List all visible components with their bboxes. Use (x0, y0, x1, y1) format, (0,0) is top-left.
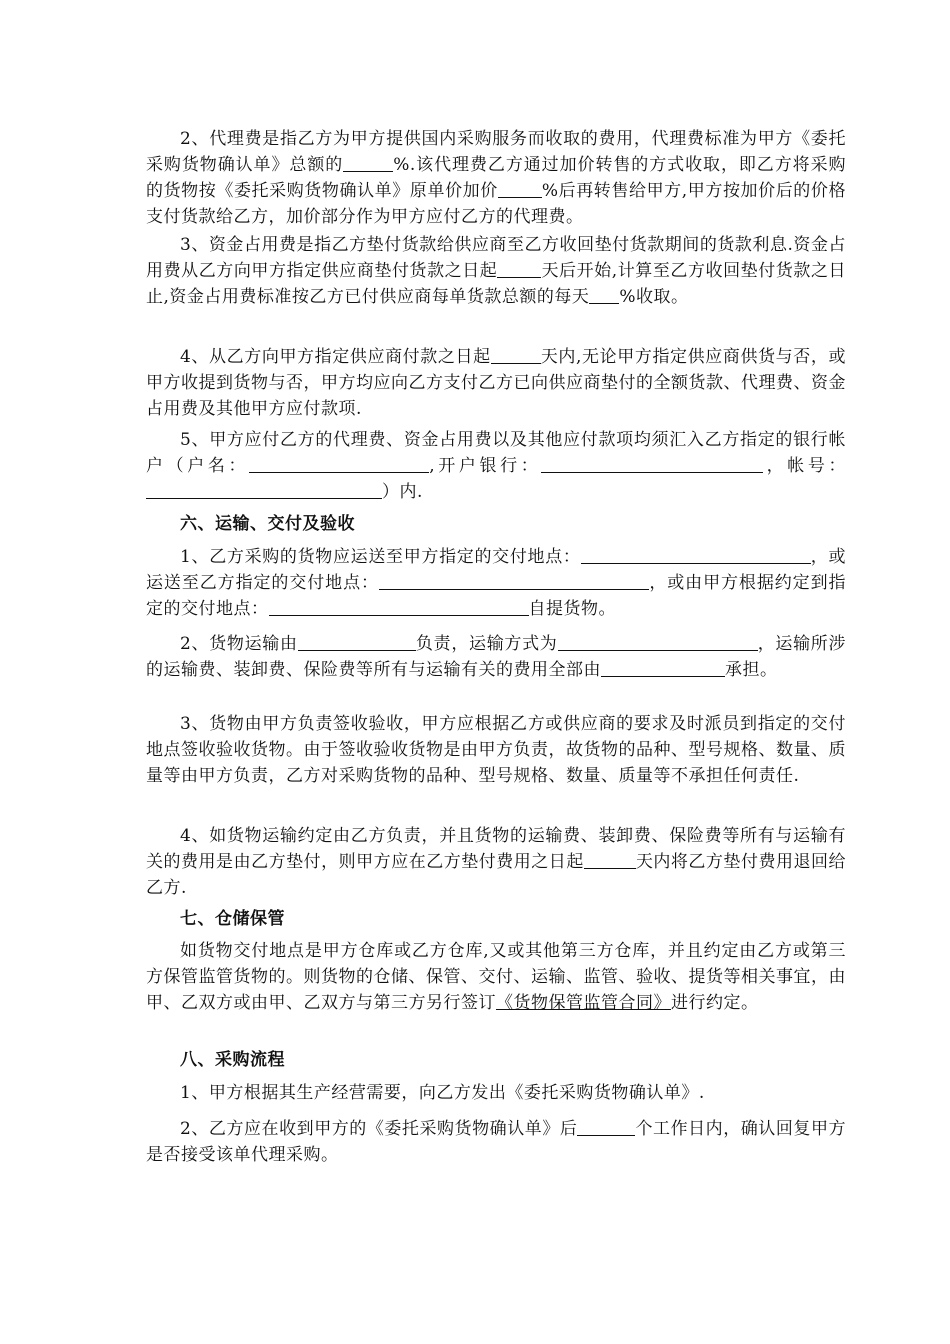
text-segment: 天后开始,计算至乙方收回垫付货款之日止,资金占用费标准按乙方已付供应商每单货款总额的每天 (146, 261, 847, 307)
text-segment: 4、从乙方向甲方指定供应商付款之日起 (180, 347, 491, 367)
fill-blank (269, 597, 529, 616)
fill-blank (558, 632, 758, 651)
text-segment: ，帐号： (763, 456, 847, 476)
text-segment: 5、甲方应付乙方的代理费、资金占用费以及其他应付款项均须汇入乙方指定的银行帐户（户名： (146, 430, 846, 476)
fill-blank (584, 850, 636, 869)
text-segment: 2、代理费是指乙方为甲方提供国内采购服务而收取的费用，代理费标准为甲方《委托采购货物确认单》总额的 (146, 129, 846, 175)
paragraph-transport-refund (146, 823, 846, 901)
fill-blank (298, 632, 416, 651)
text-segment: 3、资金占用费是指乙方垫付货款给供应商至乙方收回垫付货款期间的货款利息.资金占用费从乙方向甲方指定供应商垫付货款之日起 (146, 235, 846, 281)
text-segment: ,开户银行： (429, 456, 542, 476)
text-segment: ，或运送至乙方指定的交付地点： (146, 547, 846, 593)
text-segment: ，运输所涉的运输费、装卸费、保险费等所有与运输有关的费用全部由 (146, 634, 847, 680)
text-segment: 天内将乙方垫付费用退回给乙方. (146, 852, 847, 898)
paragraph-procurement-step-2 (146, 1116, 846, 1168)
fill-blank (497, 259, 541, 278)
text-segment: 进行约定。 (671, 993, 759, 1013)
text-segment: 承担。 (725, 660, 778, 680)
paragraph-transport-responsibility (146, 631, 846, 683)
section-heading-storage: 七、仓储保管 (180, 909, 285, 929)
fill-blank (491, 345, 541, 364)
text-segment: 4、如货物运输约定由乙方负责，并且货物的运输费、装卸费、保险费等所有与运输有关的费用是由乙方垫付，则甲方应在乙方垫付费用之日起 (146, 826, 846, 872)
fill-blank (249, 454, 429, 473)
text-segment: %收取。 (619, 287, 689, 307)
text-segment: 自提货物。 (528, 599, 616, 619)
paragraph-storage (146, 938, 846, 1016)
section-heading-procurement: 八、采购流程 (180, 1050, 285, 1070)
text-segment: ）内. (382, 482, 423, 502)
fill-blank (601, 658, 725, 677)
paragraph-delivery-place (146, 544, 846, 622)
section-heading-transport: 六、运输、交付及验收 (180, 514, 355, 534)
fill-blank (581, 545, 811, 564)
paragraph-payment-deadline (146, 344, 846, 422)
paragraph-bank-account (146, 427, 846, 505)
fill-blank (343, 153, 393, 172)
text-segment: 2、乙方应在收到甲方的《委托采购货物确认单》后 (180, 1119, 578, 1139)
text-segment: 个工作日内，确认回复甲方是否接受该单代理采购。 (146, 1119, 846, 1165)
text-segment: 2、货物运输由 (180, 634, 298, 654)
fill-blank (577, 1117, 635, 1136)
text-segment: %后再转售给甲方,甲方按加价后的价格支付货款给乙方，加价部分作为甲方应付乙方的代理费。 (146, 181, 846, 227)
contract-reference: 《货物保管监管合同》 (496, 993, 671, 1013)
fill-blank (146, 480, 382, 499)
text-segment: 负责，运输方式为 (415, 634, 558, 654)
fill-blank (589, 285, 619, 304)
paragraph-agency-fee (146, 126, 846, 230)
text-segment: ，或由甲方根据约定到指定的交付地点： (146, 573, 847, 619)
paragraph-inspection: 3、货物由甲方负责签收验收，甲方应根据乙方或供应商的要求及时派员到指定的交付地点签收验收货物。由于签收验收货物是由甲方负责，故货物的品种、型号规格、数量、质量等由甲方负责，乙方对采购货物的品种、型号规格、数量、质量等不承担任何责任. (146, 714, 846, 786)
text-segment: 1、乙方采购的货物应运送至甲方指定的交付地点： (180, 547, 581, 567)
text-segment: 天内,无论甲方指定供应商供货与否，或甲方收提到货物与否，甲方均应向乙方支付乙方已向供应商垫付的全额货款、代理费、资金占用费及其他甲方应付款项. (146, 347, 846, 419)
paragraph-procurement-step-1: 1、甲方根据其生产经营需要，向乙方发出《委托采购货物确认单》. (180, 1083, 705, 1103)
text-segment: 如货物交付地点是甲方仓库或乙方仓库,又或其他第三方仓库，并且约定由乙方或第三方保管监管货物的。则货物的仓储、保管、交付、运输、监管、验收、提货等相关事宜，由甲、乙双方或由甲、乙双方与第三方另行签订 (146, 941, 846, 1013)
fill-blank (379, 571, 649, 590)
text-segment: %.该代理费乙方通过加价转售的方式收取，即乙方将采购的货物按《委托采购货物确认单》原单价加价 (146, 155, 847, 201)
fill-blank (498, 179, 542, 198)
paragraph-capital-fee (146, 232, 846, 310)
fill-blank (541, 454, 763, 473)
